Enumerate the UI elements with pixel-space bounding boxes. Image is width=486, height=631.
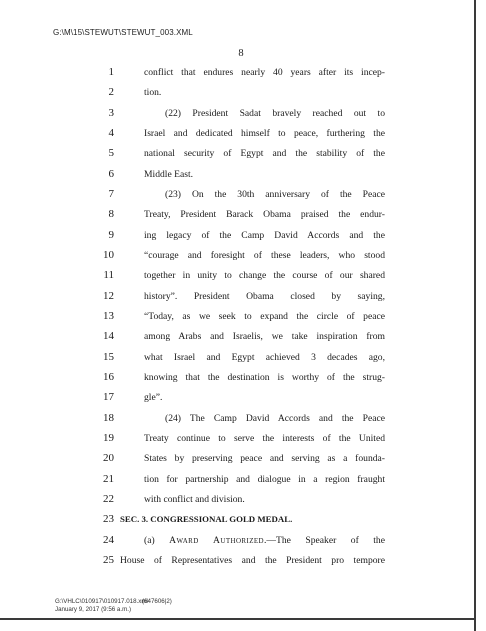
line-text: (24) The Camp David Accords and the Peace bbox=[165, 413, 385, 424]
footer-date: January 9, 2017 (9:56 a.m.) bbox=[55, 606, 132, 613]
line-text: (22) President Sadat bravely reached out to bbox=[165, 108, 385, 119]
line-number: 5 bbox=[108, 147, 114, 159]
text-line bbox=[0, 310, 474, 330]
text-line bbox=[0, 493, 474, 513]
section-heading-line bbox=[0, 513, 474, 533]
text-line bbox=[0, 351, 474, 371]
line-number: 4 bbox=[108, 127, 114, 139]
line-text: what Israel and Egypt achieved 3 decades ago, bbox=[144, 352, 385, 363]
text-line bbox=[0, 168, 474, 188]
line-number: 11 bbox=[103, 269, 114, 281]
page-edge-bottom bbox=[0, 618, 476, 620]
text-line bbox=[0, 188, 474, 208]
line-text: States by preserving peace and serving as a founda- bbox=[144, 453, 385, 464]
line-number: 8 bbox=[108, 208, 114, 220]
line-text: ing legacy of the Camp David Accords and the bbox=[144, 230, 385, 241]
text-line bbox=[0, 127, 474, 147]
line-text: Middle East. bbox=[144, 169, 194, 180]
line-text: tion for partnership and dialogue in a region fraught bbox=[144, 474, 385, 485]
line-text: “Today, as we seek to expand the circle of peace bbox=[144, 311, 385, 322]
line-number: 23 bbox=[103, 513, 114, 525]
text-line bbox=[0, 290, 474, 310]
line-number: 2 bbox=[108, 86, 114, 98]
line-text: “courage and foresight of these leaders, who stood bbox=[144, 250, 385, 261]
line-number: 19 bbox=[103, 432, 114, 444]
text-line bbox=[0, 147, 474, 167]
line-text: history”. President Obama closed by saying, bbox=[144, 291, 385, 302]
line-number: 6 bbox=[108, 168, 114, 180]
line-number: 14 bbox=[103, 330, 114, 342]
text-line bbox=[0, 534, 474, 554]
footer-code: (647606|2) bbox=[142, 598, 172, 605]
page-edge-right bbox=[474, 0, 476, 631]
line-text: together in unity to change the course of our shared bbox=[144, 270, 385, 281]
line-number: 10 bbox=[103, 249, 114, 261]
line-text: Treaty continue to serve the interests of the United bbox=[144, 433, 385, 444]
line-number: 9 bbox=[108, 229, 114, 241]
line-number: 24 bbox=[103, 534, 114, 546]
line-text: with conflict and division. bbox=[144, 494, 245, 505]
text-line bbox=[0, 229, 474, 249]
text-line bbox=[0, 269, 474, 289]
header-file-path: G:\M\15\STEWUT\STEWUT_003.XML bbox=[53, 28, 193, 37]
line-text: Treaty, President Barack Obama praised the endur- bbox=[144, 209, 385, 220]
line-number: 22 bbox=[103, 493, 114, 505]
text-line bbox=[0, 554, 474, 574]
line-number: 7 bbox=[108, 188, 114, 200]
subsection-heading: Award Authorized bbox=[169, 535, 265, 546]
line-text-suffix: .—The Speaker of the bbox=[264, 535, 385, 546]
line-text: Israel and dedicated himself to peace, furthering the bbox=[144, 128, 385, 139]
text-line bbox=[0, 371, 474, 391]
text-line bbox=[0, 391, 474, 411]
text-line bbox=[0, 432, 474, 452]
footer-file-path: G:\VHLC\010917\010917.018.xml bbox=[55, 598, 148, 605]
line-number: 17 bbox=[103, 391, 114, 403]
line-number: 20 bbox=[103, 452, 114, 464]
line-text: among Arabs and Israelis, we take inspiration from bbox=[144, 331, 385, 342]
text-line bbox=[0, 86, 474, 106]
line-text: knowing that the destination is worthy of the strug- bbox=[144, 372, 385, 383]
text-line bbox=[0, 107, 474, 127]
text-line bbox=[0, 66, 474, 86]
page-number: 8 bbox=[238, 48, 244, 59]
line-text: gle”. bbox=[144, 392, 163, 403]
line-text: tion. bbox=[144, 87, 162, 98]
line-text: conflict that endures nearly 40 years after its incep- bbox=[144, 67, 385, 78]
subsection-marker: (a) bbox=[144, 535, 170, 546]
line-text: House of Representatives and the President pro tempore bbox=[120, 555, 385, 566]
text-line bbox=[0, 330, 474, 350]
text-line bbox=[0, 473, 474, 493]
line-text bbox=[144, 535, 385, 546]
text-line bbox=[0, 208, 474, 228]
line-number: 1 bbox=[108, 66, 114, 78]
line-number: 12 bbox=[103, 290, 114, 302]
text-line bbox=[0, 452, 474, 472]
line-number: 16 bbox=[103, 371, 114, 383]
line-number: 13 bbox=[103, 310, 114, 322]
line-number: 15 bbox=[103, 351, 114, 363]
line-number: 3 bbox=[108, 107, 114, 119]
line-text: national security of Egypt and the stability of the bbox=[144, 148, 385, 159]
text-line bbox=[0, 249, 474, 269]
text-line bbox=[0, 412, 474, 432]
line-text: (23) On the 30th anniversary of the Peace bbox=[165, 189, 385, 200]
section-heading: SEC. 3. CONGRESSIONAL GOLD MEDAL. bbox=[120, 514, 293, 524]
line-number: 21 bbox=[103, 473, 114, 485]
line-number: 18 bbox=[103, 412, 114, 424]
line-number: 25 bbox=[103, 554, 114, 566]
